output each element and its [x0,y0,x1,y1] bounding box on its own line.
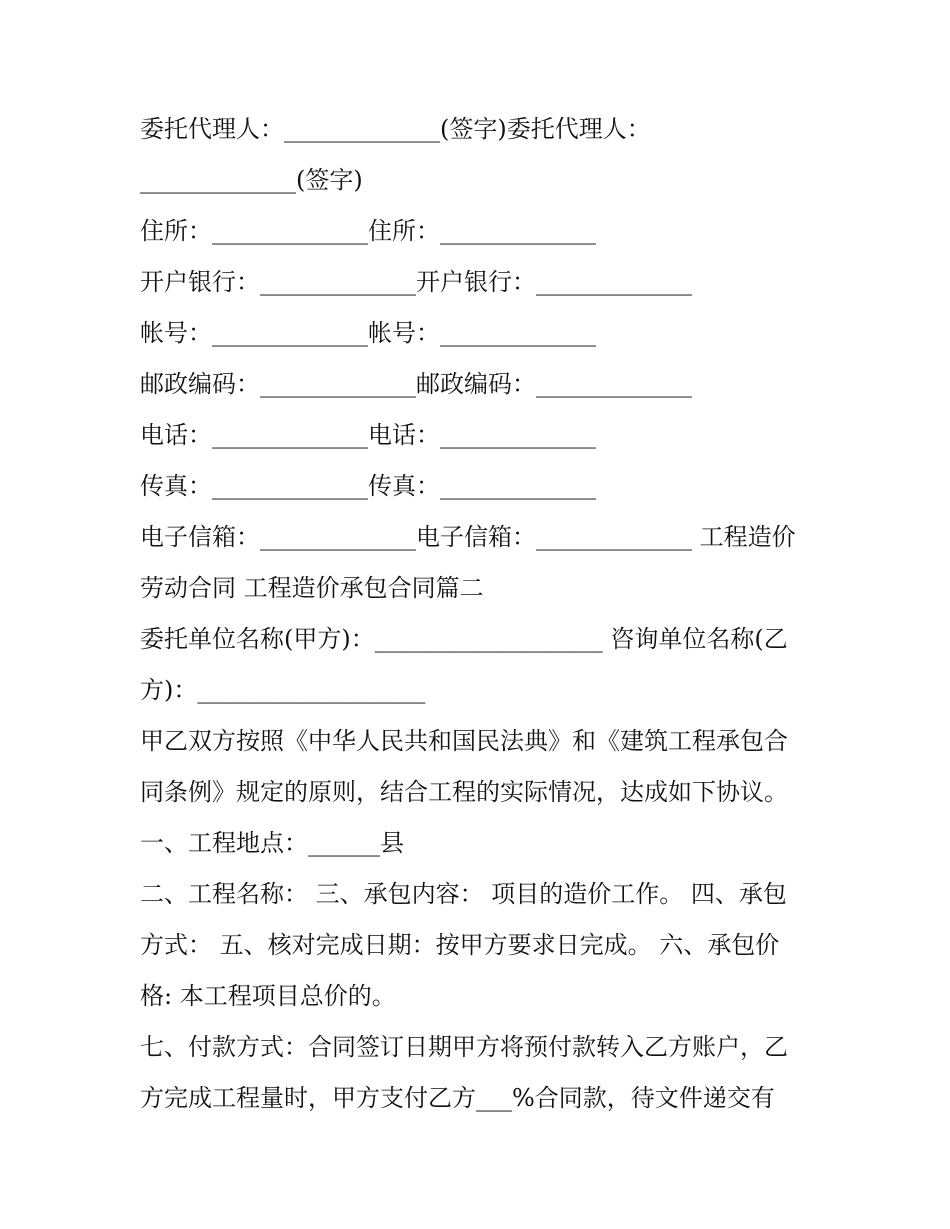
text-line: 开户银行：_____________开户银行：_____________ [140,268,692,296]
text-line: 七、付款方式：合同签订日期甲方将预付款转入乙方账户，乙 [140,1033,788,1061]
text-line: 邮政编码：_____________邮政编码：_____________ [140,370,692,398]
text-line: 同条例》规定的原则，结合工程的实际情况，达成如下协议。 [140,778,788,806]
text-line: 帐号：_____________帐号：_____________ [140,319,596,347]
document-body [140,104,830,1124]
text-line: 甲乙双方按照《中华人民共和国民法典》和《建筑工程承包合 [140,727,788,755]
text-line: 一、工程地点：______县 [140,829,404,857]
text-line: 委托单位名称(甲方)：___________________ 咨询单位名称(乙 [140,625,788,653]
text-line: 方)：___________________ [140,676,426,704]
text-line: _____________(签字) [140,166,363,194]
text-line: 住所：_____________住所：_____________ [140,217,596,245]
text-line: 劳动合同 工程造价承包合同篇二 [140,574,484,602]
text-line: 方完成工程量时，甲方支付乙方___%合同款，待文件递交有 [140,1084,775,1112]
text-line: 传真：_____________传真：_____________ [140,472,596,500]
text-line: 格: 本工程项目总价的。 [140,982,396,1010]
text-line: 电子信箱：_____________电子信箱：_____________ 工程造价 [140,523,796,551]
text-line: 电话：_____________电话：_____________ [140,421,596,449]
text-line: 委托代理人：_____________(签字)委托代理人： [140,115,651,143]
text-line: 方式： 五、核对完成日期：按甲方要求日完成。 六、承包价 [140,931,780,959]
text-line: 二、工程名称： 三、承包内容： 项目的造价工作。 四、承包 [140,880,787,908]
